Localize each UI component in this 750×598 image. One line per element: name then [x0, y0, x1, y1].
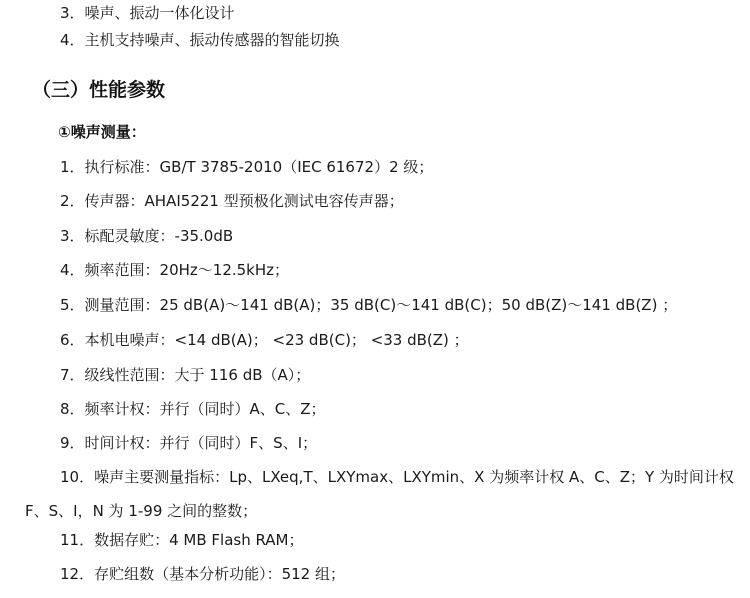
- spec-item-6: 6．本机电噪声：<14 dB(A)； <23 dB(C)； <33 dB(Z) ；: [60, 331, 469, 349]
- spec-item-1: 1．执行标准：GB/T 3785-2010（IEC 61672）2 级；: [60, 158, 434, 176]
- spec-item-11: 11．数据存贮：4 MB Flash RAM；: [60, 531, 304, 549]
- spec-item-12: 12．存贮组数（基本分析功能）：512 组；: [60, 565, 345, 583]
- spec-item-2: 2．传声器：AHAI5221 型预极化测试电容传声器；: [60, 192, 404, 210]
- subsection-title: ①噪声测量：: [58, 123, 146, 141]
- spec-item-4: 4．频率范围：20Hz～12.5kHz；: [60, 261, 290, 279]
- section-title: （三）性能参数: [32, 79, 166, 101]
- feature-item-3: 3．噪声、振动一体化设计: [60, 4, 235, 22]
- feature-item-4: 4．主机支持噪声、振动传感器的智能切换: [60, 31, 340, 49]
- spec-item-8: 8．频率计权：并行（同时）A、C、Z；: [60, 400, 326, 418]
- spec-item-3: 3．标配灵敏度：-35.0dB: [60, 227, 234, 245]
- spec-item-5: 5．测量范围：25 dB(A)～141 dB(A)；35 dB(C)～141 dB(C)；50 dB(Z)～141 dB(Z) ；: [60, 296, 678, 314]
- spec-item-10: 10．噪声主要测量指标：Lp、LXeq,T、LXYmax、LXYmin、X 为频率计权 A、C、Z；Y 为时间计权 F、S、I，N 为 1-99 之间的整数；: [25, 468, 734, 520]
- spec-item-7: 7．级线性范围：大于 116 dB（A）；: [60, 366, 311, 384]
- spec-item-9: 9．时间计权：并行（同时）F、S、I；: [60, 434, 318, 452]
